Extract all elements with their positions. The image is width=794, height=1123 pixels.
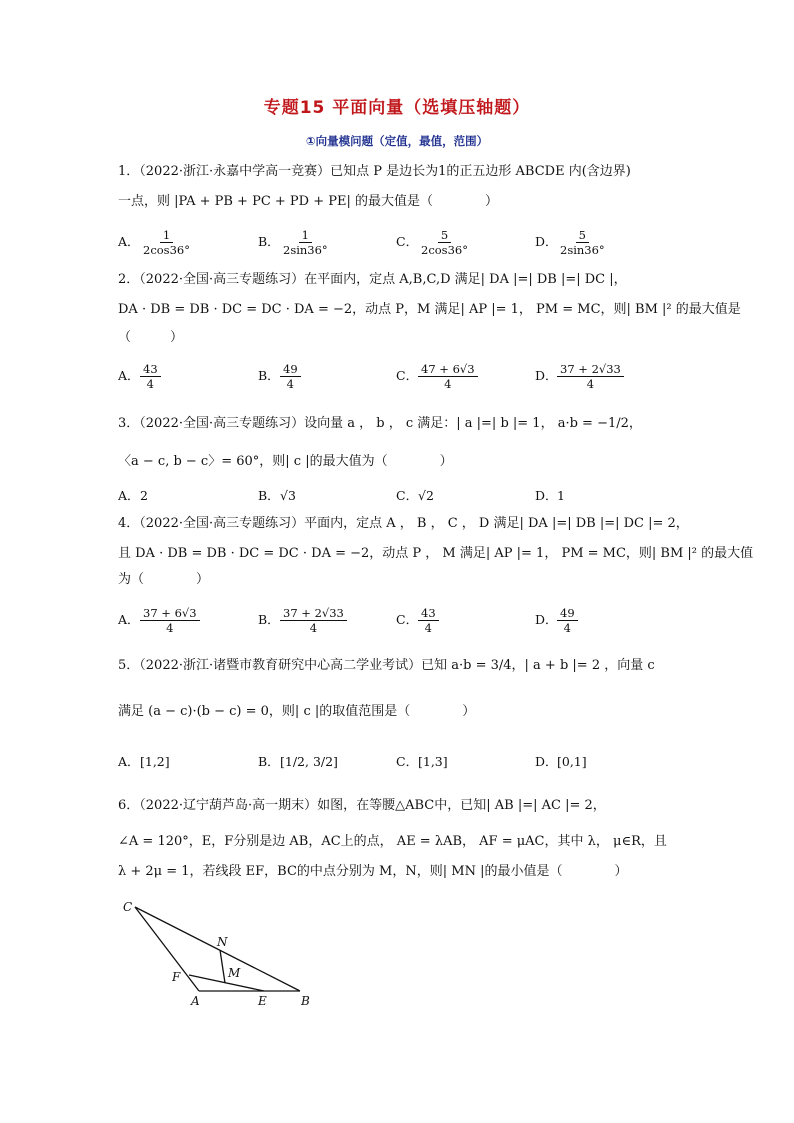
- q5-option-a[interactable]: A．[1,2]: [118, 754, 170, 769]
- q1-option-a[interactable]: A． $\frac{1}{2\cos 36^\circ}$: [118, 228, 190, 257]
- q5-line1: 5．（2022·浙江·诸暨市教育研究中心高二学业考试）已知 a·b = 3/4，| a + b |= 2 ，向量 c: [118, 658, 655, 673]
- q4-option-c[interactable]: C． $\frac{43}{4}$: [396, 606, 439, 635]
- q4-option-b[interactable]: B． $\frac{37 + 2√33}{4}$: [258, 606, 347, 635]
- segment-cb: [135, 907, 300, 991]
- triangle-figure: [115, 895, 325, 1010]
- q3-line2: 〈a − c, b − c〉= 60°，则| c |的最大值为（ ）: [118, 454, 453, 469]
- q5-option-d[interactable]: D．[0,1]: [535, 754, 587, 769]
- q2-option-b[interactable]: B． $\frac{49}{4}$: [258, 362, 301, 391]
- label-a: A: [191, 994, 200, 1008]
- q3-option-d[interactable]: D．1: [535, 488, 565, 503]
- q3-option-c[interactable]: C．√2: [396, 488, 434, 503]
- q2-option-d[interactable]: D． $\frac{37 + 2√33}{4}$: [535, 362, 624, 391]
- label-e: E: [258, 994, 267, 1008]
- q4-line2: 且 DA · DB = DB · DC = DC · DA = −2，动点 P ， M 满足| AP |= 1， PM = MC，则| BM |² 的最大值: [118, 546, 754, 561]
- q4-line1: 4．（2022·全国·高三专题练习）平面内，定点 A ， B ， C ， D 满足| DA |=| DB |=| DC |= 2，: [118, 516, 689, 531]
- q4-option-a[interactable]: A． $\frac{37 + 6√3}{4}$: [118, 606, 200, 635]
- q5-line2: 满足 (a − c)·(b − c) = 0，则| c |的取值范围是（ ）: [118, 704, 476, 719]
- q5-option-c[interactable]: C．[1,3]: [396, 754, 448, 769]
- segment-ca: [135, 907, 199, 991]
- label-n: N: [217, 935, 228, 949]
- label-b: B: [301, 994, 310, 1008]
- q2-line2: DA · DB = DB · DC = DC · DA = −2，动点 P，M 满足| AP |= 1， PM = MC，则| BM |² 的最大值是: [118, 302, 741, 317]
- q1-option-d[interactable]: D． $\frac{5}{2\sin 36^\circ}$: [535, 228, 605, 257]
- q1-option-b[interactable]: B． $\frac{1}{2\sin 36^\circ}$: [258, 228, 328, 257]
- q1-line1: 1．（2022·浙江·永嘉中学高一竞赛）已知点 P 是边长为1的正五边形 ABCDE 内(含边界): [118, 164, 631, 179]
- q5-option-b[interactable]: B．[1/2, 3/2]: [258, 754, 338, 769]
- q3-option-a[interactable]: A．2: [118, 488, 148, 503]
- page-title: 专题15 平面向量（选填压轴题）: [263, 98, 531, 118]
- q2-option-a[interactable]: A． $\frac{43}{4}$: [118, 362, 161, 391]
- q6-line3: λ + 2μ = 1，若线段 EF，BC的中点分别为 M，N，则| MN |的最小值是（ ）: [118, 864, 628, 879]
- label-c: C: [123, 900, 133, 914]
- segment-fe: [189, 975, 264, 991]
- q2-option-c[interactable]: C． $\frac{47 + 6√3}{4}$: [396, 362, 478, 391]
- label-f: F: [172, 970, 181, 984]
- q2-line3: （ ）: [118, 330, 184, 345]
- q1-option-c[interactable]: C． $\frac{5}{2\cos 36^\circ}$: [396, 228, 468, 257]
- q3-option-b[interactable]: B．√3: [258, 488, 296, 503]
- q6-line2: ∠A = 120°，E，F分别是边 AB，AC上的点， AE = λAB， AF = μAC，其中 λ， μ∈R，且: [118, 834, 667, 849]
- q6-line1: 6．（2022·辽宁葫芦岛·高一期末）如图，在等腰△ABC中，已知| AB |=| AC |= 2，: [118, 798, 606, 813]
- q1-line2: 一点，则 |PA + PB + PC + PD + PE| 的最大值是（ ）: [118, 194, 498, 209]
- q4-line3: 为（ ）: [118, 572, 210, 587]
- segment-nm: [220, 950, 225, 983]
- q3-line1: 3．（2022·全国·高三专题练习）设向量 a ， b ， c 满足：| a |=| b |= 1， a·b = −1/2，: [118, 416, 642, 431]
- q2-line1: 2．（2022·全国·高三专题练习）在平面内，定点 A,B,C,D 满足| DA |=| DB |=| DC |，: [118, 272, 627, 287]
- label-m: M: [228, 966, 241, 980]
- q4-option-d[interactable]: D． $\frac{49}{4}$: [535, 606, 578, 635]
- section-subtitle: ①向量模问题（定值，最值，范围）: [305, 134, 489, 148]
